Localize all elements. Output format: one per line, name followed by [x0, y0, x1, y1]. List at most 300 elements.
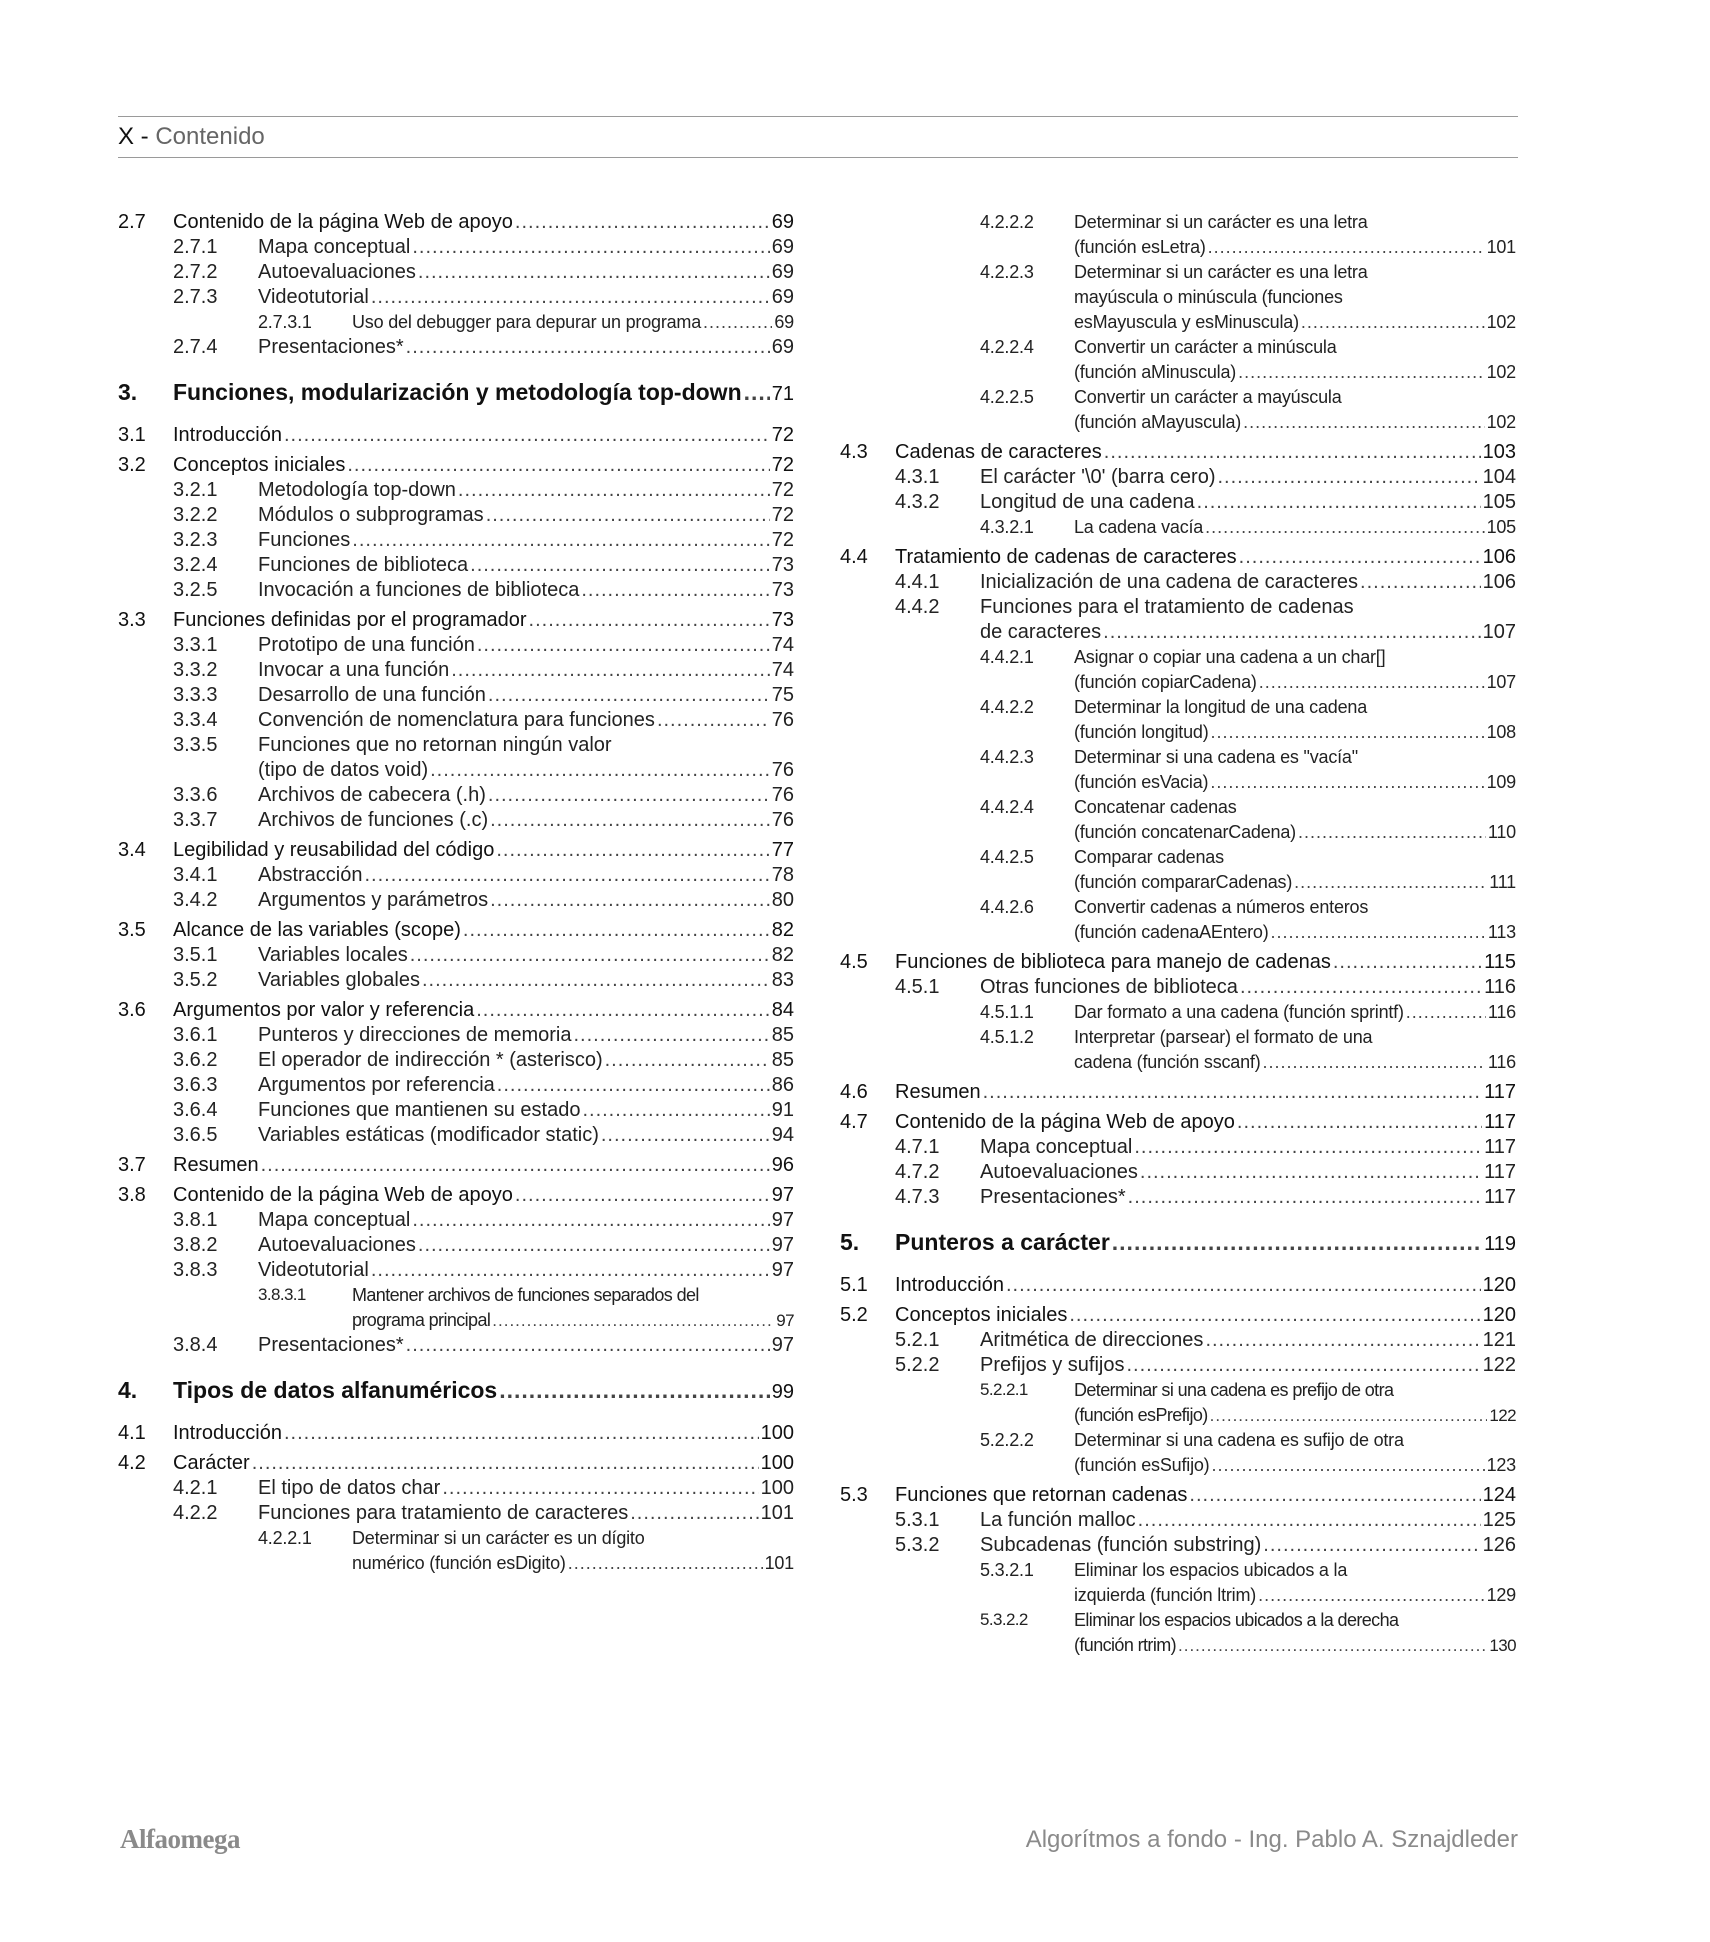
toc-entry-title: Funciones que no retornan ningún valor	[258, 734, 612, 756]
dot-leader	[601, 1123, 770, 1147]
toc-entry-title: Determinar si un carácter es una letra	[1074, 262, 1368, 282]
toc-entry[interactable]	[840, 260, 1516, 335]
toc-entry[interactable]	[118, 1258, 794, 1283]
dot-leader	[1104, 440, 1481, 464]
toc-entry[interactable]	[118, 863, 794, 888]
toc-entry-page: 109	[1486, 772, 1516, 792]
dot-leader	[497, 1073, 770, 1097]
toc-entry-number: 4.	[118, 1377, 138, 1403]
toc-entry-number: 5.2.2.2	[980, 1430, 1034, 1450]
toc-entry[interactable]	[118, 210, 794, 235]
dot-leader	[252, 1451, 759, 1475]
toc-entry[interactable]	[840, 895, 1516, 945]
toc-entry[interactable]	[840, 515, 1516, 540]
toc-entry[interactable]	[840, 1185, 1516, 1210]
dot-leader	[261, 1153, 770, 1177]
dot-leader	[1271, 920, 1486, 944]
toc-entry-number: 4.1	[118, 1422, 146, 1444]
dot-leader	[1112, 1230, 1482, 1254]
toc-entry-page: 122	[1489, 1406, 1516, 1425]
dot-leader	[515, 1183, 770, 1207]
toc-entry-page: 97	[771, 1209, 794, 1231]
toc-entry[interactable]	[118, 578, 794, 603]
toc-entry[interactable]	[840, 210, 1516, 260]
toc-entry-title: Autoevaluaciones	[258, 261, 416, 283]
toc-entry-title: Abstracción	[258, 864, 363, 886]
toc-entry-title: Prototipo de una función	[258, 634, 475, 656]
toc-entry-title: Cadenas de caracteres	[895, 441, 1102, 463]
toc-entry-number: 3.5	[118, 919, 146, 941]
toc-entry-title: Variables locales	[258, 944, 408, 966]
dot-leader	[490, 808, 770, 832]
dot-leader	[1298, 820, 1486, 844]
toc-entry-title: Metodología top-down	[258, 479, 456, 501]
toc-entry-number: 3.7	[118, 1154, 146, 1176]
toc-entry-number: 3.8.3.1	[258, 1285, 306, 1304]
dot-leader	[347, 453, 769, 477]
toc-entry-number: 2.7.1	[173, 236, 218, 258]
toc-entry[interactable]	[118, 1451, 794, 1476]
toc-entry[interactable]	[840, 1160, 1516, 1185]
toc-entry-page: 72	[771, 479, 794, 501]
toc-entry[interactable]	[118, 1421, 794, 1446]
header-text	[118, 122, 265, 152]
toc-entry-title: Módulos o subprogramas	[258, 504, 484, 526]
toc-entry-number: 3.3	[118, 609, 146, 631]
toc-entry-title: (función copiarCadena)	[1074, 672, 1257, 692]
toc-entry-title: Autoevaluaciones	[258, 1234, 416, 1256]
dot-leader	[1406, 1000, 1486, 1024]
toc-entry-number: 3.3.5	[173, 734, 218, 756]
toc-entry-title: Argumentos por referencia	[258, 1074, 495, 1096]
toc-entry-number: 5.3.2.1	[980, 1560, 1034, 1580]
dot-leader	[470, 553, 770, 577]
dot-leader	[430, 758, 770, 782]
toc-entry-title: Presentaciones*	[258, 336, 404, 358]
toc-entry[interactable]	[118, 808, 794, 833]
dot-leader	[1210, 770, 1484, 794]
toc-entry[interactable]	[840, 645, 1516, 695]
toc-entry-title: Determinar si un carácter es una letra	[1074, 212, 1368, 232]
toc-entry[interactable]	[118, 1501, 794, 1526]
dot-leader	[1333, 950, 1482, 974]
toc-entry-number: 3.	[118, 379, 138, 405]
dot-leader	[657, 708, 770, 732]
toc-entry[interactable]	[840, 1508, 1516, 1533]
dot-leader	[1178, 1634, 1487, 1658]
dot-leader	[406, 1333, 770, 1357]
toc-entry-title: Tipos de datos alfanuméricos	[173, 1377, 498, 1403]
dot-leader	[422, 968, 770, 992]
toc-entry-title: Punteros a carácter	[895, 1229, 1110, 1255]
toc-entry-number: 3.6.2	[173, 1049, 218, 1071]
toc-entry[interactable]	[840, 745, 1516, 795]
toc-entry-title: (función esPrefijo)	[1074, 1405, 1208, 1425]
toc-entry[interactable]	[118, 918, 794, 943]
toc-entry[interactable]	[118, 423, 794, 448]
toc-entry[interactable]	[118, 1098, 794, 1123]
toc-entry-page: 96	[771, 1154, 794, 1176]
dot-leader	[284, 1421, 759, 1445]
toc-entry-page: 105	[1482, 491, 1516, 513]
toc-entry[interactable]	[118, 285, 794, 310]
toc-entry-page: 100	[760, 1422, 794, 1444]
toc-entry[interactable]	[840, 845, 1516, 895]
toc-entry[interactable]	[118, 478, 794, 503]
dot-leader	[1208, 235, 1485, 259]
toc-entry[interactable]	[840, 1135, 1516, 1160]
toc-entry-page: 122	[1482, 1354, 1516, 1376]
toc-entry[interactable]	[118, 1333, 794, 1358]
toc-entry-title: Introducción	[895, 1274, 1004, 1296]
toc-entry-title: Prefijos y sufijos	[980, 1354, 1125, 1376]
toc-entry[interactable]	[840, 490, 1516, 515]
toc-entry-title: cadena (función sscanf)	[1074, 1052, 1261, 1072]
toc-entry-title: de caracteres	[980, 621, 1102, 643]
toc-entry[interactable]	[840, 795, 1516, 845]
toc-entry-title: Funciones de biblioteca para manejo de cadenas	[895, 951, 1331, 973]
toc-entry[interactable]	[840, 695, 1516, 745]
toc-entry-title: Introducción	[173, 424, 282, 446]
toc-entry-number: 3.2.5	[173, 579, 218, 601]
toc-entry[interactable]	[840, 1378, 1516, 1428]
toc-entry-title: Funciones, modularización y metodología top-down	[173, 379, 742, 405]
toc-entry-title: Uso del debugger para depurar un programa	[352, 312, 702, 332]
toc-entry[interactable]	[118, 658, 794, 683]
toc-entry-title: Presentaciones*	[258, 1334, 404, 1356]
toc-entry[interactable]	[118, 998, 794, 1023]
dot-leader	[463, 918, 770, 942]
toc-entry-number: 3.8.4	[173, 1334, 218, 1356]
toc-entry[interactable]	[118, 453, 794, 478]
toc-entry-title: Mapa conceptual	[980, 1136, 1133, 1158]
toc-entry[interactable]	[840, 465, 1516, 490]
toc-entry-page: 73	[771, 579, 794, 601]
toc-entry-page: 72	[771, 529, 794, 551]
toc-entry-title: Variables globales	[258, 969, 420, 991]
dot-leader	[410, 943, 770, 967]
toc-entry[interactable]	[840, 975, 1516, 1000]
dot-leader	[412, 235, 769, 259]
toc-entry[interactable]	[840, 1025, 1516, 1075]
toc-entry-number: 3.3.6	[173, 784, 218, 806]
toc-entry-number: 3.2.3	[173, 529, 218, 551]
toc-entry[interactable]	[840, 1110, 1516, 1135]
toc-entry-page: 113	[1487, 922, 1516, 942]
toc-entry-number: 4.4.2.4	[980, 797, 1034, 817]
toc-entry-title: Determinar si una cadena es sufijo de otra	[1074, 1430, 1404, 1450]
toc-entry-number: 4.5.1	[895, 976, 940, 998]
toc-entry[interactable]	[118, 633, 794, 658]
dot-leader	[451, 658, 770, 682]
toc-entry[interactable]	[840, 1328, 1516, 1353]
toc-entry[interactable]	[840, 570, 1516, 595]
toc-entry-title: El tipo de datos char	[258, 1477, 441, 1499]
toc-entry-number: 4.3	[840, 441, 868, 463]
toc-entry-title: Inicialización de una cadena de caracteres	[980, 571, 1359, 593]
toc-entry-page: 76	[771, 759, 794, 781]
toc-entry-title: El operador de indirección * (asterisco)	[258, 1049, 603, 1071]
toc-entry[interactable]	[118, 503, 794, 528]
toc-entry-number: 4.7	[840, 1111, 868, 1133]
toc-entry-page: 76	[771, 709, 794, 731]
toc-entry[interactable]	[840, 1353, 1516, 1378]
toc-entry-title: (función cadenaAEntero)	[1074, 922, 1269, 942]
toc-entry-title: mayúscula o minúscula (funciones	[1074, 287, 1343, 307]
toc-entry-number: 3.3.7	[173, 809, 218, 831]
toc-entry[interactable]	[118, 528, 794, 553]
toc-entry-title: La cadena vacía	[1074, 517, 1204, 537]
toc-entry-number: 2.7	[118, 211, 146, 233]
dot-leader	[1238, 360, 1484, 384]
toc-entry-page: 125	[1482, 1509, 1516, 1531]
toc-entry[interactable]	[118, 260, 794, 285]
toc-entry-number: 4.4.2.3	[980, 747, 1034, 767]
toc-entry-title: Longitud de una cadena	[980, 491, 1195, 513]
toc-entry-page: 104	[1482, 466, 1516, 488]
dot-leader	[488, 783, 770, 807]
dot-leader	[1103, 620, 1480, 644]
dot-leader	[1189, 1483, 1480, 1507]
toc-entry[interactable]	[840, 1428, 1516, 1478]
toc-entry[interactable]	[118, 1153, 794, 1178]
toc-entry-page: 78	[771, 864, 794, 886]
dot-leader	[1134, 1135, 1482, 1159]
toc-entry-title: Alcance de las variables (scope)	[173, 919, 461, 941]
toc-entry-title: (función esVacia)	[1074, 772, 1209, 792]
toc-entry[interactable]	[118, 335, 794, 360]
toc-entry-page: 73	[771, 609, 794, 631]
toc-entry-number: 2.7.2	[173, 261, 218, 283]
toc-entry-number: 3.4.2	[173, 889, 218, 911]
toc-entry-page: 82	[771, 944, 794, 966]
dot-leader	[1301, 310, 1485, 334]
dot-leader	[1069, 1303, 1480, 1327]
dot-leader	[1128, 1185, 1482, 1209]
toc-entry[interactable]	[118, 1183, 794, 1208]
toc-entry[interactable]	[840, 1483, 1516, 1508]
toc-entry[interactable]	[118, 888, 794, 913]
toc-entry-page: 69	[771, 261, 794, 283]
toc-entry-page: 129	[1486, 1585, 1516, 1605]
dot-leader	[1211, 1453, 1484, 1477]
toc-entry-title: Invocar a una función	[258, 659, 450, 681]
toc-entry-page: 91	[771, 1099, 794, 1121]
dot-leader	[352, 528, 769, 552]
header-title: Contenido	[155, 123, 265, 150]
toc-entry[interactable]	[840, 385, 1516, 435]
toc-entry-number: 5.2	[840, 1304, 868, 1326]
toc-entry-title: Funciones que retornan cadenas	[895, 1484, 1188, 1506]
toc-entry-page: 117	[1484, 1161, 1516, 1183]
toc-entry[interactable]	[118, 708, 794, 733]
toc-entry-page: 108	[1486, 722, 1516, 742]
toc-entry-number: 4.7.3	[895, 1186, 940, 1208]
toc-entry-number: 4.4.2.2	[980, 697, 1034, 717]
dot-leader	[477, 633, 770, 657]
toc-entry-page: 117	[1484, 1136, 1516, 1158]
toc-entry-page: 77	[771, 839, 794, 861]
toc-entry-page: 73	[771, 554, 794, 576]
toc-entry[interactable]	[118, 310, 794, 335]
toc-entry-number: 5.3.2	[895, 1534, 940, 1556]
toc-entry-page: 82	[771, 919, 794, 941]
dot-leader	[1243, 410, 1484, 434]
toc-entry[interactable]	[840, 1080, 1516, 1105]
toc-entry-page: 101	[760, 1502, 794, 1524]
toc-entry[interactable]	[118, 733, 794, 783]
toc-entry-page: 83	[771, 969, 794, 991]
toc-entry[interactable]	[118, 553, 794, 578]
toc-entry-number: 4.5.1.2	[980, 1027, 1034, 1047]
toc-entry-page: 94	[771, 1124, 794, 1146]
toc-entry-title: (función longitud)	[1074, 722, 1209, 742]
toc-entry[interactable]	[840, 1230, 1516, 1260]
toc-entry-title: (función aMayuscula)	[1074, 412, 1242, 432]
toc-entry-page: 120	[1482, 1304, 1516, 1326]
toc-entry-number: 4.4.2.6	[980, 897, 1034, 917]
toc-entry[interactable]	[118, 1048, 794, 1073]
toc-entry-title: Mapa conceptual	[258, 236, 411, 258]
toc-entry-title: Interpretar (parsear) el formato de una	[1074, 1027, 1373, 1047]
toc-entry[interactable]	[840, 1608, 1516, 1658]
toc-entry-page: 72	[771, 424, 794, 446]
toc-entry-title: Videotutorial	[258, 286, 369, 308]
toc-entry[interactable]	[118, 1073, 794, 1098]
toc-entry-number: 3.2	[118, 454, 146, 476]
toc-entry-number: 3.2.1	[173, 479, 218, 501]
toc-entry-number: 5.2.2	[895, 1354, 940, 1376]
toc-entry-title: (función esLetra)	[1074, 237, 1206, 257]
toc-entry-number: 4.3.2	[895, 491, 940, 513]
toc-entry[interactable]	[118, 1283, 794, 1333]
dot-leader	[573, 1023, 769, 1047]
toc-entry[interactable]	[840, 950, 1516, 975]
toc-entry[interactable]	[840, 1000, 1516, 1025]
toc-entry-title: Resumen	[173, 1154, 259, 1176]
toc-entry[interactable]	[840, 335, 1516, 385]
toc-entry-title: (función concatenarCadena)	[1074, 822, 1296, 842]
toc-entry-page: 84	[771, 999, 794, 1021]
dot-leader	[412, 1208, 769, 1232]
toc-entry-number: 4.4.2.1	[980, 647, 1034, 667]
toc-entry-page: 110	[1487, 822, 1516, 842]
toc-entry[interactable]	[840, 1558, 1516, 1608]
toc-entry-title: Determinar la longitud de una cadena	[1074, 697, 1367, 717]
toc-entry[interactable]	[118, 1123, 794, 1148]
toc-entry-page: 85	[771, 1024, 794, 1046]
toc-entry-title: El carácter '\0' (barra cero)	[980, 466, 1216, 488]
toc-entry[interactable]	[118, 683, 794, 708]
dot-leader	[1294, 870, 1487, 894]
toc-entry-page: 123	[1486, 1455, 1516, 1475]
toc-entry-title: Asignar o copiar una cadena a un char[]	[1074, 647, 1386, 667]
toc-entry-page: 119	[1484, 1233, 1516, 1255]
toc-entry[interactable]	[118, 968, 794, 993]
toc-entry[interactable]	[118, 1378, 794, 1408]
toc-entry-number: 4.2.2.3	[980, 262, 1034, 282]
toc-entry[interactable]	[118, 1526, 794, 1576]
toc-entry-number: 3.2.2	[173, 504, 218, 526]
toc-entry-page: 69	[771, 336, 794, 358]
toc-entry[interactable]	[118, 838, 794, 863]
toc-entry-page: 106	[1482, 546, 1516, 568]
dot-leader	[406, 335, 770, 359]
toc-entry-page: 117	[1484, 1186, 1516, 1208]
dot-leader	[582, 1098, 769, 1122]
toc-entry-title: Funciones	[258, 529, 351, 551]
toc-entry-title: La función malloc	[980, 1509, 1136, 1531]
toc-entry-title: Archivos de funciones (.c)	[258, 809, 489, 831]
dot-leader	[1138, 1508, 1481, 1532]
toc-entry-title: (función compararCadenas)	[1074, 872, 1293, 892]
toc-entry[interactable]	[840, 545, 1516, 570]
toc-entry[interactable]	[118, 1208, 794, 1233]
toc-entry-page: 97	[771, 1234, 794, 1256]
toc-entry[interactable]	[840, 1303, 1516, 1328]
dot-leader	[458, 478, 770, 502]
toc-entry[interactable]	[118, 943, 794, 968]
toc-entry-title: Funciones definidas por el programador	[173, 609, 527, 631]
toc-entry-title: Concatenar cadenas	[1074, 797, 1237, 817]
toc-entry-title: Argumentos por valor y referencia	[173, 999, 475, 1021]
dot-leader	[1127, 1353, 1481, 1377]
toc-entry-number: 3.8.1	[173, 1209, 218, 1231]
toc-entry-number: 2.7.3.1	[258, 312, 312, 332]
toc-entry-page: 71	[771, 383, 794, 405]
toc-entry-title: Mantener archivos de funciones separados del	[352, 1285, 699, 1305]
toc-entry[interactable]	[118, 608, 794, 633]
toc-entry-number: 3.6.3	[173, 1074, 218, 1096]
toc-entry-page: 117	[1484, 1081, 1516, 1103]
toc-entry[interactable]	[840, 1273, 1516, 1298]
toc-entry-title: Otras funciones de biblioteca	[980, 976, 1238, 998]
toc-entry-number: 4.2	[118, 1452, 146, 1474]
toc-entry-number: 4.2.2.2	[980, 212, 1034, 232]
toc-entry-title: Presentaciones*	[980, 1186, 1126, 1208]
toc-entry[interactable]	[840, 595, 1516, 645]
dot-leader	[568, 1551, 763, 1575]
dot-leader	[1258, 1583, 1484, 1607]
dot-leader	[581, 578, 769, 602]
toc-entry-page: 116	[1487, 1002, 1516, 1022]
dot-leader	[1205, 1328, 1480, 1352]
toc-entry[interactable]	[840, 440, 1516, 465]
dot-leader	[1197, 490, 1481, 514]
toc-entry-number: 5.3	[840, 1484, 868, 1506]
toc-entry[interactable]	[118, 1233, 794, 1258]
toc-entry-title: Funciones para el tratamiento de cadenas	[980, 596, 1354, 618]
toc-entry[interactable]	[118, 783, 794, 808]
toc-entry-title: Conceptos iniciales	[173, 454, 346, 476]
toc-entry-page: 124	[1482, 1484, 1516, 1506]
toc-entry-title: Convertir cadenas a números enteros	[1074, 897, 1369, 917]
toc-entry-number: 5.	[840, 1229, 860, 1255]
toc-entry[interactable]	[118, 235, 794, 260]
toc-entry[interactable]	[118, 1023, 794, 1048]
toc-entry[interactable]	[840, 1533, 1516, 1558]
toc-entry-page: 74	[771, 659, 794, 681]
toc-entry-page: 107	[1486, 672, 1516, 692]
header-separator: -	[134, 123, 156, 150]
toc-entry-number: 3.8.3	[173, 1259, 218, 1281]
dot-leader	[284, 423, 770, 447]
dot-leader	[1006, 1273, 1481, 1297]
dot-leader	[1205, 515, 1484, 539]
toc-entry[interactable]	[118, 380, 794, 410]
toc-entry[interactable]	[118, 1476, 794, 1501]
toc-entry-title: Conceptos iniciales	[895, 1304, 1068, 1326]
